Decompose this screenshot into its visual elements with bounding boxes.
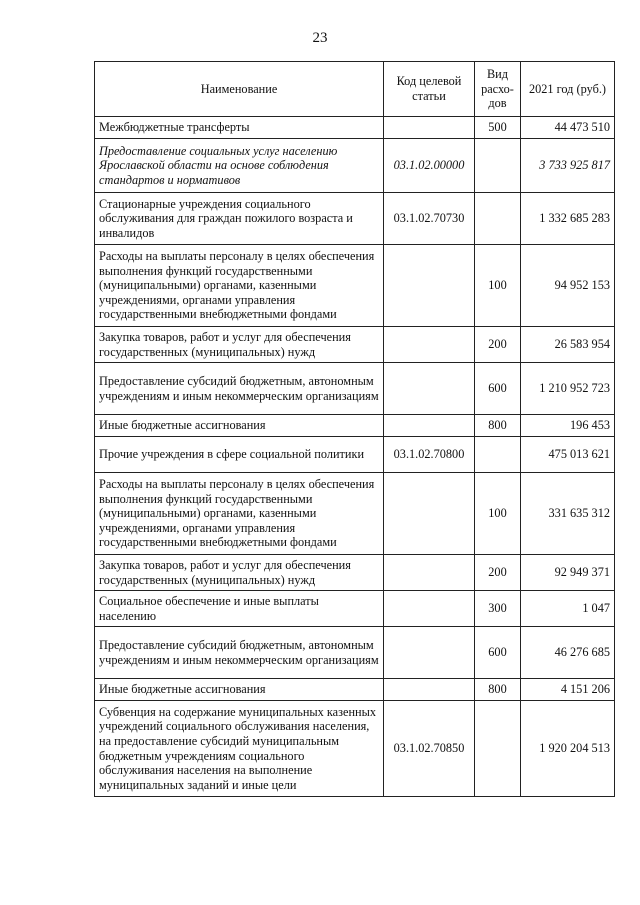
cell-amount: 1 332 685 283 [521, 193, 615, 245]
cell-name: Субвенция на содержание муниципальных казенных учреждений социального обслуживания населения, на предоставление субсидий муниципальным бюджетным учреждениям социального обслуживания населения на выполнение муниципальных заданий и иные цели [95, 701, 384, 797]
cell-type: 100 [475, 473, 521, 555]
cell-code: 03.1.02.70800 [384, 437, 475, 473]
cell-name: Прочие учреждения в сфере социальной политики [95, 437, 384, 473]
cell-code [384, 245, 475, 327]
cell-code: 03.1.02.70850 [384, 701, 475, 797]
table-row [95, 139, 615, 193]
cell-name: Предоставление субсидий бюджетным, автономным учреждениям и иным некоммерческим организациям [95, 363, 384, 415]
cell-name: Межбюджетные трансферты [95, 117, 384, 139]
cell-amount: 1 920 204 513 [521, 701, 615, 797]
table-row [95, 701, 615, 797]
cell-name: Закупка товаров, работ и услуг для обеспечения государственных (муниципальных) нужд [95, 555, 384, 591]
cell-name: Предоставление социальных услуг населению Ярославской области на основе соблюдения стандартов и нормативов [95, 139, 384, 193]
cell-amount: 46 276 685 [521, 627, 615, 679]
cell-amount: 4 151 206 [521, 679, 615, 701]
cell-code [384, 327, 475, 363]
table-body [95, 117, 615, 797]
table-row [95, 679, 615, 701]
cell-amount: 3 733 925 817 [521, 139, 615, 193]
table-row [95, 415, 615, 437]
cell-code [384, 627, 475, 679]
cell-name: Закупка товаров, работ и услуг для обеспечения государственных (муниципальных) нужд [95, 327, 384, 363]
budget-table [94, 61, 615, 797]
cell-name: Иные бюджетные ассигнования [95, 679, 384, 701]
cell-type: 800 [475, 415, 521, 437]
header-code: Код целевой статьи [384, 62, 475, 117]
cell-type [475, 701, 521, 797]
cell-code [384, 591, 475, 627]
cell-name: Предоставление субсидий бюджетным, автономным учреждениям и иным некоммерческим организациям [95, 627, 384, 679]
cell-type: 500 [475, 117, 521, 139]
cell-amount: 196 453 [521, 415, 615, 437]
cell-amount: 92 949 371 [521, 555, 615, 591]
table-row [95, 591, 615, 627]
cell-type: 600 [475, 627, 521, 679]
cell-type: 200 [475, 327, 521, 363]
cell-name: Расходы на выплаты персоналу в целях обеспечения выполнения функций государственными (муниципальными) органами, казенными учреждениями, органами управления государственными внебюджетными фондами [95, 245, 384, 327]
cell-type: 600 [475, 363, 521, 415]
cell-amount: 44 473 510 [521, 117, 615, 139]
cell-code [384, 117, 475, 139]
cell-code [384, 473, 475, 555]
cell-type: 200 [475, 555, 521, 591]
cell-code [384, 679, 475, 701]
cell-type [475, 139, 521, 193]
cell-amount: 26 583 954 [521, 327, 615, 363]
header-name: Наименование [95, 62, 384, 117]
table-row [95, 117, 615, 139]
cell-name: Стационарные учреждения социального обслуживания для граждан пожилого возраста и инвалидов [95, 193, 384, 245]
cell-amount: 331 635 312 [521, 473, 615, 555]
table-row [95, 327, 615, 363]
cell-code: 03.1.02.70730 [384, 193, 475, 245]
cell-amount: 475 013 621 [521, 437, 615, 473]
cell-type [475, 437, 521, 473]
cell-code [384, 415, 475, 437]
cell-code: 03.1.02.00000 [384, 139, 475, 193]
cell-amount: 94 952 153 [521, 245, 615, 327]
cell-code [384, 555, 475, 591]
header-amount: 2021 год (руб.) [521, 62, 615, 117]
table-row [95, 627, 615, 679]
cell-name: Расходы на выплаты персоналу в целях обеспечения выполнения функций государственными (муниципальными) органами, казенными учреждениями, органами управления государственными внебюджетными фондами [95, 473, 384, 555]
cell-code [384, 363, 475, 415]
cell-amount: 1 210 952 723 [521, 363, 615, 415]
cell-amount: 1 047 [521, 591, 615, 627]
cell-type [475, 193, 521, 245]
page-number: 23 [312, 30, 328, 46]
cell-type: 100 [475, 245, 521, 327]
cell-type: 300 [475, 591, 521, 627]
cell-name: Социальное обеспечение и иные выплаты населению [95, 591, 384, 627]
header-type: Вид расхо-дов [475, 62, 521, 117]
cell-name: Иные бюджетные ассигнования [95, 415, 384, 437]
table-row [95, 245, 615, 327]
table-row [95, 437, 615, 473]
cell-type: 800 [475, 679, 521, 701]
table-row [95, 193, 615, 245]
table-row [95, 473, 615, 555]
table-row [95, 555, 615, 591]
table-header-row [95, 62, 615, 117]
table-row [95, 363, 615, 415]
